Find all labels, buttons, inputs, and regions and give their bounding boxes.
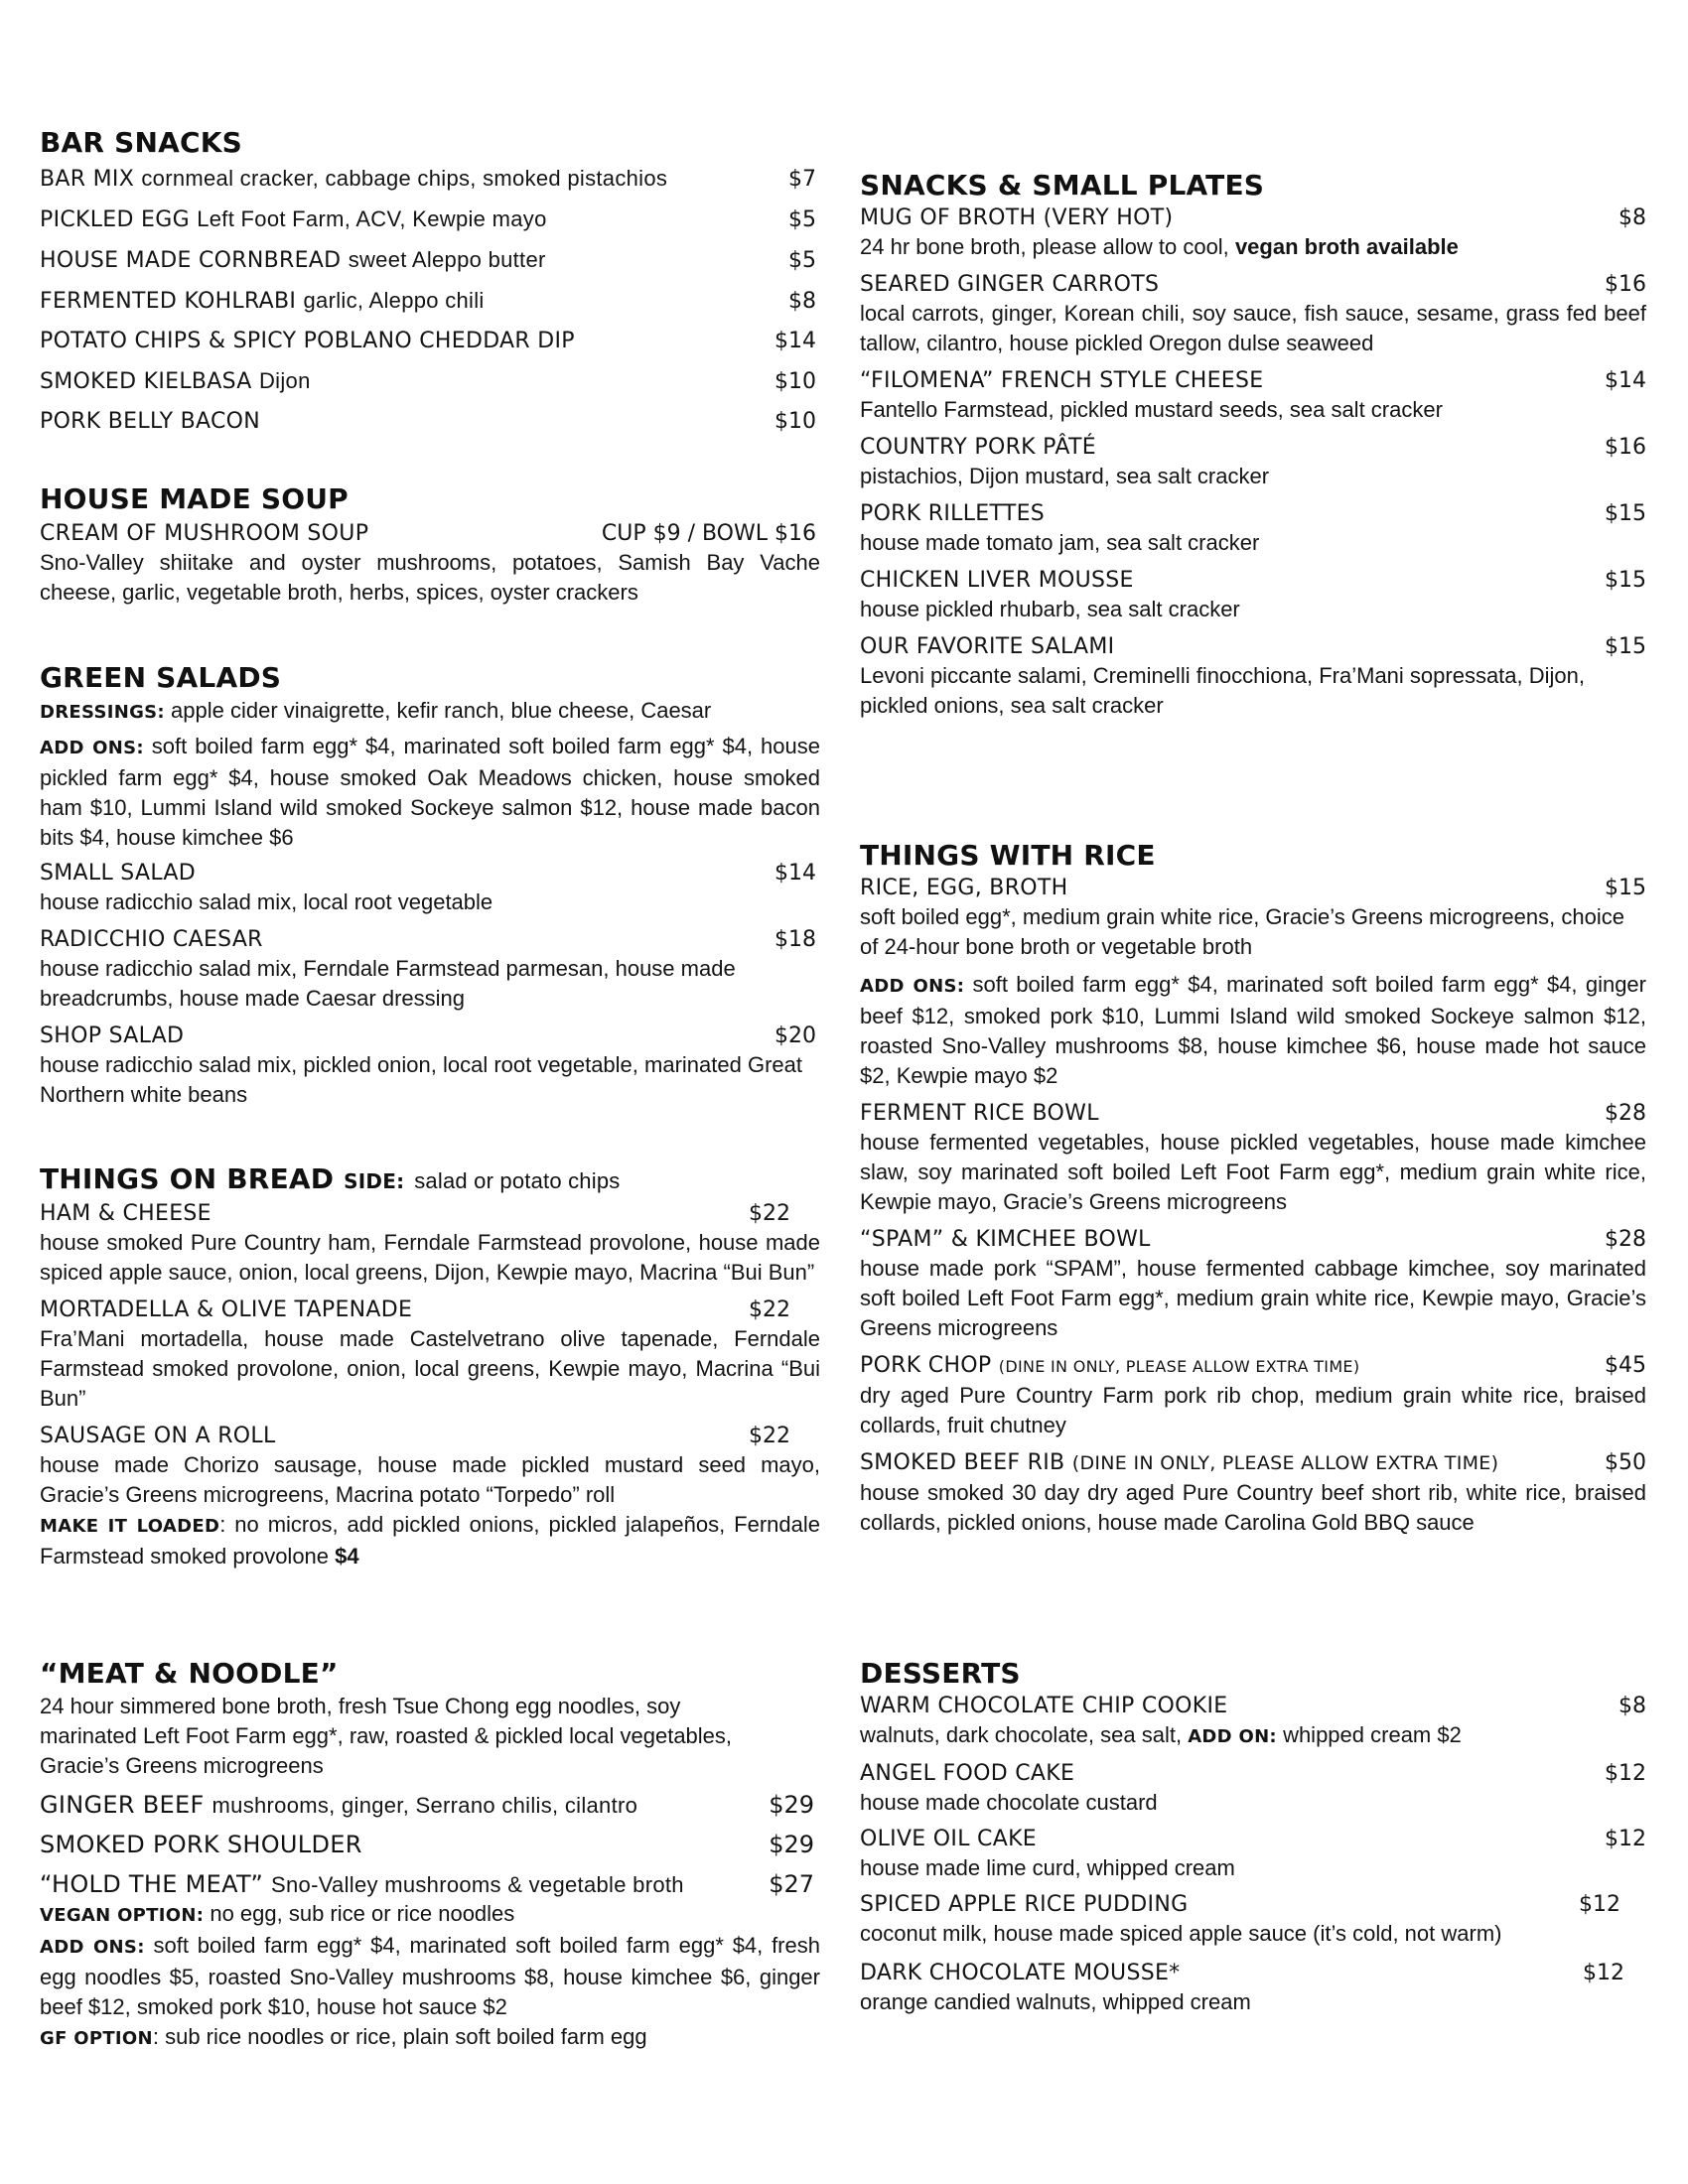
menu-item (860, 366, 1646, 425)
section-heading: GREEN SALADS (40, 661, 282, 694)
menu-item (40, 205, 820, 234)
loaded-label: MAKE IT LOADED (40, 1516, 220, 1537)
addons-label: ADD ONS: (40, 738, 144, 758)
item-price: $28 (1605, 1101, 1646, 1126)
item-name: OUR FAVORITE SALAMI (860, 634, 1115, 659)
item-description: house radicchio salad mix, pickled onion, local root vegetable, marinated Great Northern white beans (40, 1052, 802, 1107)
menu-item (40, 1870, 820, 1899)
item-name: SEARED GINGER CARROTS (860, 272, 1160, 297)
item-price: $14 (774, 861, 816, 886)
item-name: PICKLED EGG (40, 207, 190, 232)
item-description: house made pork “SPAM”, house fermented cabbage kimchee, soy marinated soft boiled Left Foot Farm egg*, medium grain white rice, Kewpie mayo, Gracie’s Greens microgreens (860, 1256, 1646, 1340)
item-price: $20 (774, 1024, 816, 1048)
item-price: $28 (1605, 1227, 1646, 1252)
menu-item (40, 286, 820, 316)
vegan-option-line (40, 1899, 820, 1931)
item-name: CREAM OF MUSHROOM SOUP (40, 521, 369, 546)
addons-text: soft boiled farm egg* $4, marinated soft boiled farm egg* $4, fresh egg noodles $5, roasted Sno-Valley mushrooms $8, house kimchee $6, ginger beef $12, smoked pork $10, house hot sauce $2 (40, 1933, 820, 2019)
item-description: Sno-Valley mushrooms & vegetable broth (271, 1872, 684, 1897)
menu-item (40, 366, 820, 396)
item-description: soft boiled egg*, medium grain white rice, Gracie’s Greens microgreens, choice of 24-hour bone broth or vegetable broth (860, 904, 1624, 959)
dressings-label: DRESSINGS: (40, 702, 165, 723)
item-price: $8 (1618, 205, 1646, 230)
soup-section (40, 481, 820, 608)
salads-section (40, 660, 820, 1118)
loaded-price: $4 (335, 1544, 359, 1569)
rice-section (860, 838, 1646, 1546)
item-price: $22 (749, 1424, 790, 1448)
item-note: (DINE IN ONLY, PLEASE ALLOW EXTRA TIME) (998, 1357, 1360, 1376)
item-name: SMOKED KIELBASA (40, 369, 252, 394)
item-name: RICE, EGG, BROTH (860, 876, 1068, 900)
item-description: Left Foot Farm, ACV, Kewpie mayo (197, 206, 547, 231)
item-name: MORTADELLA & OLIVE TAPENADE (40, 1297, 413, 1322)
item-price: $50 (1605, 1450, 1646, 1475)
menu-item (40, 1791, 820, 1820)
menu-item (40, 519, 820, 548)
side-text: salad or potato chips (414, 1168, 621, 1193)
item-name: HOUSE MADE CORNBREAD (40, 248, 342, 273)
item-name: POTATO CHIPS & SPICY POBLANO CHEDDAR DIP (40, 329, 575, 353)
item-price: $45 (1605, 1353, 1646, 1378)
desserts-section (860, 1656, 1646, 2025)
item-name: PORK RILLETTES (860, 501, 1046, 526)
menu-item (860, 1099, 1646, 1217)
item-price: $12 (1605, 1761, 1646, 1786)
item-price: $15 (1605, 876, 1646, 900)
menu-item (860, 204, 1646, 262)
item-price: $10 (774, 369, 816, 394)
item-description: pistachios, Dijon mustard, sea salt cracker (860, 464, 1270, 488)
section-heading: THINGS WITH RICE (860, 839, 1156, 872)
vegan-broth-note: vegan broth available (1234, 234, 1459, 259)
addons-label: ADD ONS: (40, 1937, 145, 1958)
item-price: $8 (1618, 1694, 1646, 1718)
addons-text: soft boiled farm egg* $4, marinated soft boiled farm egg* $4, house pickled farm egg* $4, house smoked Oak Meadows chicken, house smoked ham $10, Lummi Island wild smoked Sockeye salmon $12, house made bacon bits $4, house kimchee $6 (40, 734, 820, 850)
item-description: house made Chorizo sausage, house made pickled mustard seed mayo, Gracie’s Greens microgreens, Macrina potato “Torpedo” roll (40, 1452, 820, 1507)
item-description: coconut milk, house made spiced apple sauce (it’s cold, not warm) (860, 1921, 1502, 1946)
section-heading: BAR SNACKS (40, 126, 243, 159)
item-description: house fermented vegetables, house pickled vegetables, house made kimchee slaw, soy marinated soft boiled Left Foot Farm egg*, medium grain white rice, Kewpie mayo, Gracie’s Greens microgreens (860, 1130, 1646, 1214)
item-name: SMOKED PORK SHOULDER (40, 1831, 362, 1858)
item-name: ANGEL FOOD CAKE (860, 1761, 1075, 1786)
item-price: $7 (788, 167, 816, 192)
item-name: GINGER BEEF (40, 1791, 205, 1819)
section-heading: “MEAT & NOODLE” (40, 1657, 339, 1690)
make-it-loaded-line (40, 1510, 820, 1571)
item-description: house smoked 30 day dry aged Pure Country beef short rib, white rice, braised collards, pickled onions, house made Carolina Gold BBQ sauce (860, 1480, 1646, 1535)
item-price: $5 (788, 207, 816, 232)
bar-snacks-section (40, 125, 820, 447)
menu-item (860, 566, 1646, 624)
addons-text: soft boiled farm egg* $4, marinated soft boiled farm egg* $4, ginger beef $12, smoked pork $10, Lummi Island wild smoked Sockeye salmon $12, roasted Sno-Valley mushrooms $8, house kimchee $6, house made hot sauce $2, Kewpie mayo $2 (860, 972, 1646, 1088)
item-description: cornmeal cracker, cabbage chips, smoked pistachios (141, 166, 668, 191)
section-heading: DESSERTS (860, 1657, 1021, 1690)
item-description: mushrooms, ginger, Serrano chilis, cilantro (211, 1793, 638, 1818)
menu-item (860, 1959, 1646, 2017)
small-plates-section (860, 168, 1646, 729)
menu-item (40, 1422, 820, 1510)
item-description: house pickled rhubarb, sea salt cracker (860, 597, 1240, 621)
item-name: PORK CHOP (860, 1353, 992, 1378)
gf-text: : sub rice noodles or rice, plain soft boiled farm egg (152, 2024, 647, 2049)
cookie-desc: walnuts, dark chocolate, sea salt, (860, 1722, 1183, 1747)
item-price: $12 (1583, 1961, 1624, 1985)
item-name: COUNTRY PORK PÂTÉ (860, 435, 1096, 460)
item-name: BAR MIX (40, 167, 135, 192)
item-description: garlic, Aleppo chili (303, 288, 485, 313)
item-note: (DINE IN ONLY, PLEASE ALLOW EXTRA TIME) (1071, 1452, 1499, 1474)
item-price: $22 (749, 1201, 790, 1226)
item-name: MUG OF BROTH (VERY HOT) (860, 205, 1174, 230)
gf-option-line (40, 2022, 820, 2054)
section-heading: SNACKS & SMALL PLATES (860, 169, 1265, 202)
item-price: $8 (788, 289, 816, 314)
item-description: house radicchio salad mix, Ferndale Farmstead parmesan, house made breadcrumbs, house made Caesar dressing (40, 956, 736, 1011)
menu-item (860, 270, 1646, 358)
bread-section (40, 1161, 820, 1571)
menu-item (860, 632, 1646, 721)
item-description: Fra’Mani mortadella, house made Castelvetrano olive tapenade, Ferndale Farmstead smoked provolone, onion, local greens, Kewpie mayo, Macrina “Bui Bun” (40, 1326, 820, 1411)
item-price: $29 (769, 1791, 814, 1819)
item-price: $15 (1605, 501, 1646, 526)
item-name: “SPAM” & KIMCHEE BOWL (860, 1227, 1151, 1252)
item-price: $16 (1605, 272, 1646, 297)
section-title: THINGS ON BREAD (40, 1162, 335, 1195)
item-price: $27 (769, 1870, 814, 1898)
item-name: SHOP SALAD (40, 1024, 185, 1048)
item-price: $14 (774, 329, 816, 353)
item-name: “HOLD THE MEAT” (40, 1870, 264, 1898)
item-name: SMOKED BEEF RIB (860, 1450, 1065, 1475)
menu-item (40, 1199, 820, 1288)
menu-item (860, 433, 1646, 491)
addon-label: ADD ON: (1188, 1726, 1277, 1747)
item-name: FERMENT RICE BOWL (860, 1101, 1099, 1126)
item-price: $15 (1605, 634, 1646, 659)
menu-item (860, 1448, 1646, 1538)
addons-block (40, 732, 820, 853)
item-price: $10 (774, 409, 816, 434)
menu-item (40, 1296, 820, 1414)
item-name: OLIVE OIL CAKE (860, 1827, 1037, 1851)
item-description (860, 1720, 1646, 1752)
item-price: $12 (1579, 1892, 1620, 1917)
item-price: $12 (1605, 1827, 1646, 1851)
item-description: Levoni piccante salami, Creminelli finocchiona, Fra’Mani sopressata, Dijon, pickled onions, sea salt cracker (860, 663, 1585, 718)
menu-item (860, 874, 1646, 962)
item-price: $18 (774, 927, 816, 952)
item-description: sweet Aleppo butter (348, 247, 546, 272)
menu-item (40, 164, 820, 194)
menu-item (860, 1225, 1646, 1343)
menu-item (40, 1022, 820, 1110)
item-description (860, 232, 1646, 262)
item-description: Dijon (258, 368, 311, 393)
item-price: CUP $9 / BOWL $16 (601, 521, 816, 546)
section-heading (40, 1161, 820, 1199)
menu-item (860, 1825, 1646, 1883)
menu-item (860, 1692, 1646, 1752)
dressings-text: apple cider vinaigrette, kefir ranch, blue cheese, Caesar (171, 698, 712, 723)
item-price: $22 (749, 1297, 790, 1322)
item-description: house made lime curd, whipped cream (860, 1855, 1235, 1880)
item-name: RADICCHIO CAESAR (40, 927, 263, 952)
broth-desc: 24 hr bone broth, please allow to cool, (860, 234, 1229, 259)
item-description: Sno-Valley shiitake and oyster mushrooms, potatoes, Samish Bay Vache cheese, garlic, vegetable broth, herbs, spices, oyster crackers (40, 550, 820, 605)
noodle-intro: 24 hour simmered bone broth, fresh Tsue Chong egg noodles, soy marinated Left Foot Farm egg*, raw, roasted & pickled local vegetables, Gracie’s Greens microgreens (40, 1694, 733, 1778)
item-description: dry aged Pure Country Farm pork rib chop, medium grain white rice, braised collards, fruit chutney (860, 1383, 1646, 1437)
item-description: house radicchio salad mix, local root vegetable (40, 889, 493, 914)
item-price: $29 (769, 1831, 814, 1858)
loaded-text: : no micros, add pickled onions, pickled jalapeños, Ferndale Farmstead smoked provolone (40, 1512, 820, 1569)
menu-item (40, 245, 820, 275)
menu-item (40, 859, 820, 917)
menu-item (860, 1890, 1646, 1949)
menu-item (40, 1831, 820, 1859)
item-name: WARM CHOCOLATE CHIP COOKIE (860, 1694, 1228, 1718)
noodle-section (40, 1656, 820, 2054)
addons-label: ADD ONS: (860, 976, 965, 997)
section-heading: HOUSE MADE SOUP (40, 482, 349, 515)
item-name: DARK CHOCOLATE MOUSSE* (860, 1961, 1181, 1985)
item-description: orange candied walnuts, whipped cream (860, 1989, 1251, 2014)
addons-block (40, 1931, 820, 2022)
item-name: SPICED APPLE RICE PUDDING (860, 1892, 1189, 1917)
item-description: house smoked Pure Country ham, Ferndale Farmstead provolone, house made spiced apple sauce, onion, local greens, Dijon, Kewpie mayo, Macrina “Bui Bun” (40, 1230, 820, 1285)
menu-item (860, 1351, 1646, 1440)
gf-label: GF OPTION (40, 2028, 153, 2049)
item-price: $5 (788, 248, 816, 273)
item-name: HAM & CHEESE (40, 1201, 211, 1226)
item-name: SMALL SALAD (40, 861, 196, 886)
menu-item (40, 407, 820, 436)
item-name: CHICKEN LIVER MOUSSE (860, 568, 1134, 593)
item-name: FERMENTED KOHLRABI (40, 289, 297, 314)
item-description: house made chocolate custard (860, 1790, 1158, 1815)
addons-block (860, 970, 1646, 1091)
item-name: PORK BELLY BACON (40, 409, 260, 434)
item-description: house made tomato jam, sea salt cracker (860, 530, 1260, 555)
dressings-line (40, 696, 820, 728)
item-price: $14 (1605, 368, 1646, 393)
item-price: $15 (1605, 568, 1646, 593)
addon-text: whipped cream $2 (1283, 1722, 1462, 1747)
item-name: SAUSAGE ON A ROLL (40, 1424, 276, 1448)
item-description: local carrots, ginger, Korean chili, soy sauce, fish sauce, sesame, grass fed beef tallow, cilantro, house pickled Oregon dulse seaweed (860, 301, 1646, 355)
vegan-text: no egg, sub rice or rice noodles (210, 1901, 515, 1926)
vegan-label: VEGAN OPTION: (40, 1905, 205, 1926)
side-label: SIDE: (344, 1169, 405, 1193)
menu-item (40, 327, 820, 355)
item-description: Fantello Farmstead, pickled mustard seeds, sea salt cracker (860, 397, 1443, 422)
menu-item (860, 499, 1646, 558)
menu-item (40, 925, 820, 1014)
menu-item (860, 1759, 1646, 1818)
item-price: $16 (1605, 435, 1646, 460)
item-name: “FILOMENA” FRENCH STYLE CHEESE (860, 368, 1264, 393)
